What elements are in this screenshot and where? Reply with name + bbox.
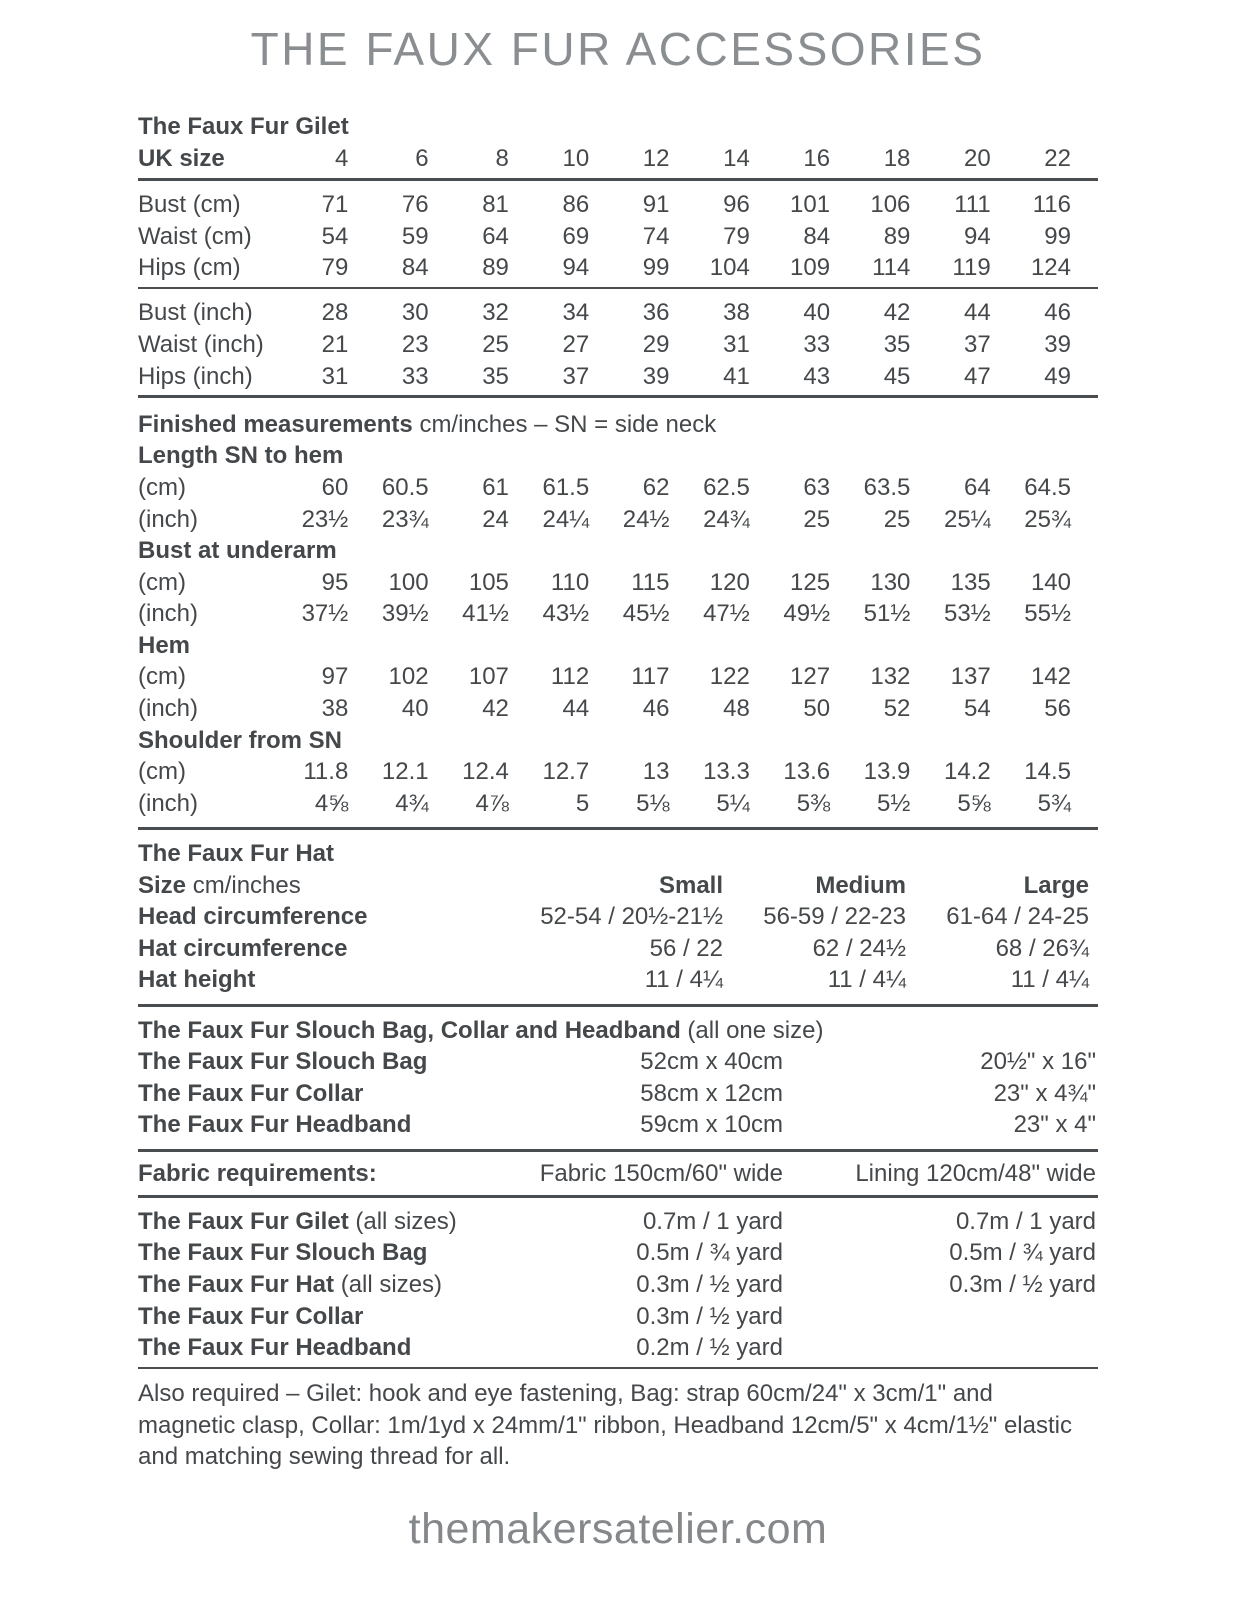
table-cell: 24¼ (542, 505, 590, 533)
table-cell: 69 (562, 222, 590, 250)
table-row (138, 1078, 1098, 1110)
group-heading: Bust at underarm (138, 537, 337, 565)
table-cell: 105 (468, 568, 509, 596)
table-cell: 12.1 (381, 758, 429, 786)
table-cell: 13.3 (703, 758, 750, 786)
table-cell: 56-59 / 22-23 (763, 903, 906, 931)
table-cell: 23¾ (381, 505, 429, 533)
table-cell: 31 (321, 362, 349, 390)
table-cell: 62.5 (703, 473, 750, 501)
row-label: (cm) (138, 473, 186, 501)
table-cell: 5¾ (1037, 789, 1071, 817)
table-cell: 61-64 / 24-25 (946, 903, 1089, 931)
table-cell: 56 / 22 (649, 934, 723, 962)
metric-size: 59cm x 10cm (640, 1111, 783, 1139)
table-cell: 11 / 4¼ (1010, 966, 1089, 994)
table-cell: 101 (790, 190, 831, 218)
table-row (138, 693, 1098, 725)
item-name: The Faux Fur Gilet (138, 1207, 349, 1235)
table-row (138, 221, 1098, 253)
table-row (138, 1301, 1098, 1333)
table-cell: 16 (803, 144, 831, 172)
table-cell: 49 (1044, 362, 1071, 390)
table-cell: 25 (803, 505, 831, 533)
table-cell: 63 (803, 473, 831, 501)
table-row (138, 964, 1098, 996)
table-row (138, 788, 1098, 820)
table-cell: 94 (963, 222, 991, 250)
table-cell: 62 (642, 473, 670, 501)
fabric-amount: 0.3m / ½ yard (636, 1302, 783, 1330)
table-cell: 23 (401, 330, 429, 358)
gilet-cm-table (138, 189, 1098, 284)
lining-column-header: Lining 120cm/48" wide (855, 1159, 1096, 1187)
table-cell: 25¼ (943, 505, 991, 533)
table-cell: 64 (963, 473, 991, 501)
fabric-amount: 0.2m / ½ yard (636, 1334, 783, 1362)
table-row (138, 361, 1098, 393)
item-name: The Faux Fur Headband (138, 1334, 412, 1362)
table-cell: 33 (401, 362, 429, 390)
table-cell: 104 (709, 254, 750, 282)
divider (138, 287, 1098, 290)
table-cell: 39 (1044, 330, 1071, 358)
table-cell: 56 (1044, 695, 1071, 723)
table-cell: 35 (883, 330, 911, 358)
table-cell: 18 (883, 144, 911, 172)
table-cell: 40 (401, 695, 429, 723)
lining-amount: 0.7m / 1 yard (955, 1207, 1096, 1235)
divider (138, 395, 1098, 398)
table-cell: 39 (642, 362, 670, 390)
table-cell: 74 (642, 222, 670, 250)
table-cell: 49½ (783, 600, 831, 628)
table-cell: 130 (870, 568, 911, 596)
row-label: Head circumference (138, 903, 368, 931)
table-cell: 12 (642, 144, 670, 172)
table-cell: 25 (482, 330, 509, 358)
table-cell: 68 / 26¾ (995, 934, 1089, 962)
table-row (138, 504, 1098, 536)
size-label-bold: Size (138, 871, 187, 899)
table-cell: 13 (642, 758, 670, 786)
table-cell: 59 (401, 222, 429, 250)
row-label: UK size (138, 144, 225, 172)
table-cell: 37 (963, 330, 991, 358)
page-content (138, 22, 1098, 1554)
accessories-section (138, 1015, 1098, 1141)
accessories-heading-bold: The Faux Fur Slouch Bag, Collar and Headband (138, 1016, 681, 1044)
table-cell: 29 (642, 330, 670, 358)
table-cell: 110 (550, 568, 590, 596)
website-url: themakersatelier.com (408, 1504, 828, 1553)
table-cell: 97 (321, 663, 349, 691)
table-cell: 89 (883, 222, 911, 250)
row-label: Bust (inch) (138, 299, 253, 327)
table-row (138, 252, 1098, 284)
table-cell: 41½ (462, 600, 509, 628)
table-cell: 4⅞ (475, 789, 509, 817)
fabric-amount: 0.3m / ½ yard (636, 1270, 783, 1298)
row-label (138, 1237, 483, 1269)
table-row (138, 189, 1098, 221)
lining-amount (783, 1301, 1096, 1333)
item-name: The Faux Fur Hat (138, 1270, 335, 1298)
table-cell: 8 (495, 144, 509, 172)
uk-size-header-row (138, 143, 1098, 175)
table-cell: 34 (562, 299, 590, 327)
table-cell: 50 (803, 695, 831, 723)
row-label (138, 1332, 483, 1364)
divider (138, 1367, 1098, 1370)
imperial-size: 20½" x 16" (980, 1048, 1096, 1076)
table-cell: 55½ (1024, 600, 1071, 628)
table-cell: 53½ (943, 600, 991, 628)
row-label: (cm) (138, 758, 186, 786)
table-cell: 13.9 (863, 758, 911, 786)
table-cell: 64 (482, 222, 509, 250)
table-cell: 42 (883, 299, 911, 327)
lining-amount: 0.5m / ¾ yard (949, 1239, 1096, 1267)
table-row (138, 329, 1098, 361)
table-row (138, 661, 1098, 693)
hat-section (138, 838, 1098, 996)
table-cell: 48 (723, 695, 750, 723)
table-cell: 119 (952, 254, 991, 282)
table-cell: 6 (415, 144, 429, 172)
table-cell: 106 (870, 190, 911, 218)
divider (138, 1149, 1098, 1152)
table-cell: 107 (468, 663, 509, 691)
table-cell: 42 (482, 695, 509, 723)
row-label: Hat circumference (138, 934, 348, 962)
imperial-size: 23" x 4¾" (993, 1079, 1096, 1107)
table-cell: 54 (321, 222, 349, 250)
table-cell: 71 (321, 190, 349, 218)
row-label (138, 870, 525, 902)
table-cell: 5⅛ (636, 789, 670, 817)
group-heading: Length SN to hem (138, 442, 344, 470)
table-cell: 23½ (301, 505, 349, 533)
table-cell: 45 (883, 362, 911, 390)
table-cell: 14 (723, 144, 750, 172)
table-cell: 11.8 (303, 758, 349, 786)
table-cell: 81 (482, 190, 509, 218)
table-cell: 111 (954, 190, 991, 218)
table-cell: 13.6 (783, 758, 831, 786)
table-cell: 21 (321, 330, 349, 358)
table-cell: 37 (562, 362, 590, 390)
table-cell: 86 (562, 190, 590, 218)
table-cell: 11 / 4¼ (644, 966, 723, 994)
item-name: The Faux Fur Collar (138, 1302, 364, 1330)
table-cell: 44 (963, 299, 991, 327)
table-cell: 41 (723, 362, 750, 390)
table-cell: 40 (803, 299, 831, 327)
table-cell: 5⅝ (957, 789, 991, 817)
row-label (138, 1301, 483, 1333)
table-cell: 33 (803, 330, 831, 358)
table-cell: 24 (482, 505, 509, 533)
group-heading: Hem (138, 631, 191, 659)
lining-amount (783, 1332, 1096, 1364)
fabric-amount: 0.5m / ¾ yard (636, 1239, 783, 1267)
table-cell: 5⅜ (796, 789, 831, 817)
metric-size: 52cm x 40cm (640, 1048, 783, 1076)
page-title: THE FAUX FUR ACCESSORIES (250, 23, 986, 75)
table-cell: 12.7 (542, 758, 590, 786)
table-cell: 60.5 (381, 473, 429, 501)
table-cell: 32 (482, 299, 509, 327)
table-cell: 46 (1044, 299, 1071, 327)
table-cell: 4⅝ (314, 789, 349, 817)
table-cell: 61 (482, 473, 509, 501)
table-cell: 24½ (622, 505, 670, 533)
divider (138, 827, 1098, 830)
group-heading: Shoulder from SN (138, 726, 343, 754)
table-row (138, 756, 1098, 788)
fabric-amount: 0.7m / 1 yard (642, 1207, 783, 1235)
table-cell: 112 (550, 663, 590, 691)
table-cell: 14.2 (943, 758, 991, 786)
row-label: Waist (inch) (138, 330, 264, 358)
divider (138, 1004, 1098, 1007)
row-label: The Faux Fur Collar (138, 1079, 364, 1107)
table-cell: 115 (631, 568, 670, 596)
table-cell: 84 (803, 222, 831, 250)
table-cell: 117 (631, 663, 670, 691)
table-cell: 47 (963, 362, 991, 390)
table-cell: 35 (482, 362, 509, 390)
table-cell: 45½ (622, 600, 670, 628)
table-cell: 120 (709, 568, 750, 596)
table-cell: 52-54 / 20½-21½ (540, 903, 723, 931)
table-row (138, 1046, 1098, 1078)
table-cell: 5½ (877, 789, 911, 817)
table-cell: 79 (321, 254, 349, 282)
table-cell: 25 (883, 505, 911, 533)
table-cell: 43 (803, 362, 831, 390)
table-cell: 27 (562, 330, 590, 358)
table-cell: 142 (1030, 663, 1071, 691)
table-cell: 62 / 24½ (812, 934, 906, 962)
table-cell: 95 (321, 568, 349, 596)
table-cell: 47½ (703, 600, 750, 628)
table-cell: 12.4 (462, 758, 509, 786)
imperial-size: 23" x 4" (1013, 1111, 1096, 1139)
table-cell: 91 (642, 190, 670, 218)
table-cell: 61.5 (542, 473, 590, 501)
table-row (138, 1206, 1098, 1238)
table-cell: 109 (790, 254, 831, 282)
row-label: (cm) (138, 663, 186, 691)
table-cell: 140 (1030, 568, 1071, 596)
table-cell: 122 (709, 663, 750, 691)
table-cell: 38 (321, 695, 349, 723)
column-header: Large (1023, 871, 1089, 899)
item-note: (all sizes) (355, 1207, 457, 1235)
table-cell: 24¾ (703, 505, 750, 533)
row-label (138, 1206, 483, 1238)
fabric-table (138, 1206, 1098, 1364)
table-cell: 28 (321, 299, 349, 327)
hat-section-heading: The Faux Fur Hat (138, 840, 335, 868)
row-label: Hips (inch) (138, 362, 253, 390)
table-cell: 20 (963, 144, 991, 172)
accessories-heading (138, 1015, 1098, 1047)
table-cell: 79 (723, 222, 750, 250)
table-cell: 44 (562, 695, 590, 723)
divider (138, 1195, 1098, 1198)
finished-heading-bold: Finished measurements (138, 410, 413, 438)
row-label: (inch) (138, 789, 199, 817)
row-label: (cm) (138, 568, 186, 596)
row-label: Bust (cm) (138, 190, 241, 218)
table-cell: 127 (790, 663, 831, 691)
table-cell: 135 (950, 568, 991, 596)
row-label: The Faux Fur Slouch Bag (138, 1048, 428, 1076)
table-cell: 99 (1044, 222, 1071, 250)
table-cell: 99 (642, 254, 670, 282)
row-label: (inch) (138, 505, 199, 533)
item-note: (all sizes) (340, 1270, 443, 1298)
table-cell: 100 (388, 568, 429, 596)
gilet-section-heading: The Faux Fur Gilet (138, 113, 349, 141)
fabric-header-row (138, 1158, 1098, 1190)
finished-heading-rest: cm/inches – SN = side neck (419, 410, 717, 438)
table-cell: 43½ (542, 600, 590, 628)
table-cell: 137 (950, 663, 991, 691)
table-row (138, 297, 1098, 329)
hat-size-header-row (138, 870, 1098, 902)
table-cell: 5¼ (716, 789, 750, 817)
lining-amount: 0.3m / ½ yard (949, 1270, 1096, 1298)
row-label (138, 1269, 483, 1301)
gilet-inch-table (138, 297, 1098, 392)
row-label: (inch) (138, 600, 199, 628)
table-cell: 30 (401, 299, 429, 327)
table-row (138, 567, 1098, 599)
table-row (138, 901, 1098, 933)
table-cell: 10 (562, 144, 590, 172)
table-cell: 14.5 (1024, 758, 1071, 786)
table-cell: 124 (1030, 254, 1071, 282)
table-cell: 84 (401, 254, 429, 282)
row-label: The Faux Fur Headband (138, 1111, 412, 1139)
table-row (138, 1332, 1098, 1364)
metric-size: 58cm x 12cm (640, 1079, 783, 1107)
item-name: The Faux Fur Slouch Bag (138, 1239, 428, 1267)
table-cell: 64.5 (1024, 473, 1071, 501)
table-cell: 25¾ (1024, 505, 1071, 533)
table-cell: 11 / 4¼ (827, 966, 906, 994)
column-header: Medium (815, 871, 906, 899)
table-cell: 102 (388, 663, 429, 691)
table-cell: 60 (321, 473, 349, 501)
also-required-note: Also required – Gilet: hook and eye fastening, Bag: strap 60cm/24" x 3cm/1" and magnetic clasp, Collar: 1m/1yd x 24mm/1" ribbon, Headband 12cm/5" x 4cm/1½" elastic and matching sewing thread for all. (138, 1380, 1072, 1471)
table-cell: 63.5 (863, 473, 911, 501)
table-row (138, 1109, 1098, 1141)
table-row (138, 1237, 1098, 1269)
table-cell: 116 (1032, 190, 1071, 218)
table-cell: 5 (575, 789, 590, 817)
finished-heading (138, 409, 1098, 441)
column-header: Small (658, 871, 723, 899)
fabric-requirements-label: Fabric requirements: (138, 1159, 377, 1187)
table-cell: 132 (870, 663, 911, 691)
table-cell: 31 (723, 330, 750, 358)
size-label-rest: cm/inches (192, 871, 301, 899)
table-cell: 36 (642, 299, 670, 327)
table-cell: 51½ (863, 600, 911, 628)
table-row (138, 933, 1098, 965)
row-label: (inch) (138, 695, 199, 723)
table-cell: 4¾ (395, 789, 429, 817)
row-label: Hips (cm) (138, 254, 241, 282)
table-row (138, 1269, 1098, 1301)
table-cell: 22 (1044, 144, 1071, 172)
table-cell: 96 (723, 190, 750, 218)
divider (138, 178, 1098, 181)
table-cell: 89 (482, 254, 509, 282)
table-cell: 4 (334, 144, 349, 172)
table-cell: 76 (401, 190, 429, 218)
table-cell: 52 (883, 695, 911, 723)
table-cell: 125 (790, 568, 831, 596)
finished-measurements-section (138, 409, 1098, 820)
table-row (138, 472, 1098, 504)
table-row (138, 598, 1098, 630)
row-label: Waist (cm) (138, 222, 252, 250)
table-cell: 39½ (381, 600, 429, 628)
table-cell: 46 (642, 695, 670, 723)
fabric-column-header: Fabric 150cm/60" wide (539, 1159, 783, 1187)
table-cell: 38 (723, 299, 750, 327)
accessories-heading-rest: (all one size) (687, 1016, 824, 1044)
table-cell: 54 (963, 695, 991, 723)
table-cell: 114 (872, 254, 911, 282)
table-cell: 37½ (301, 600, 349, 628)
table-cell: 94 (562, 254, 590, 282)
row-label: Hat height (138, 966, 256, 994)
